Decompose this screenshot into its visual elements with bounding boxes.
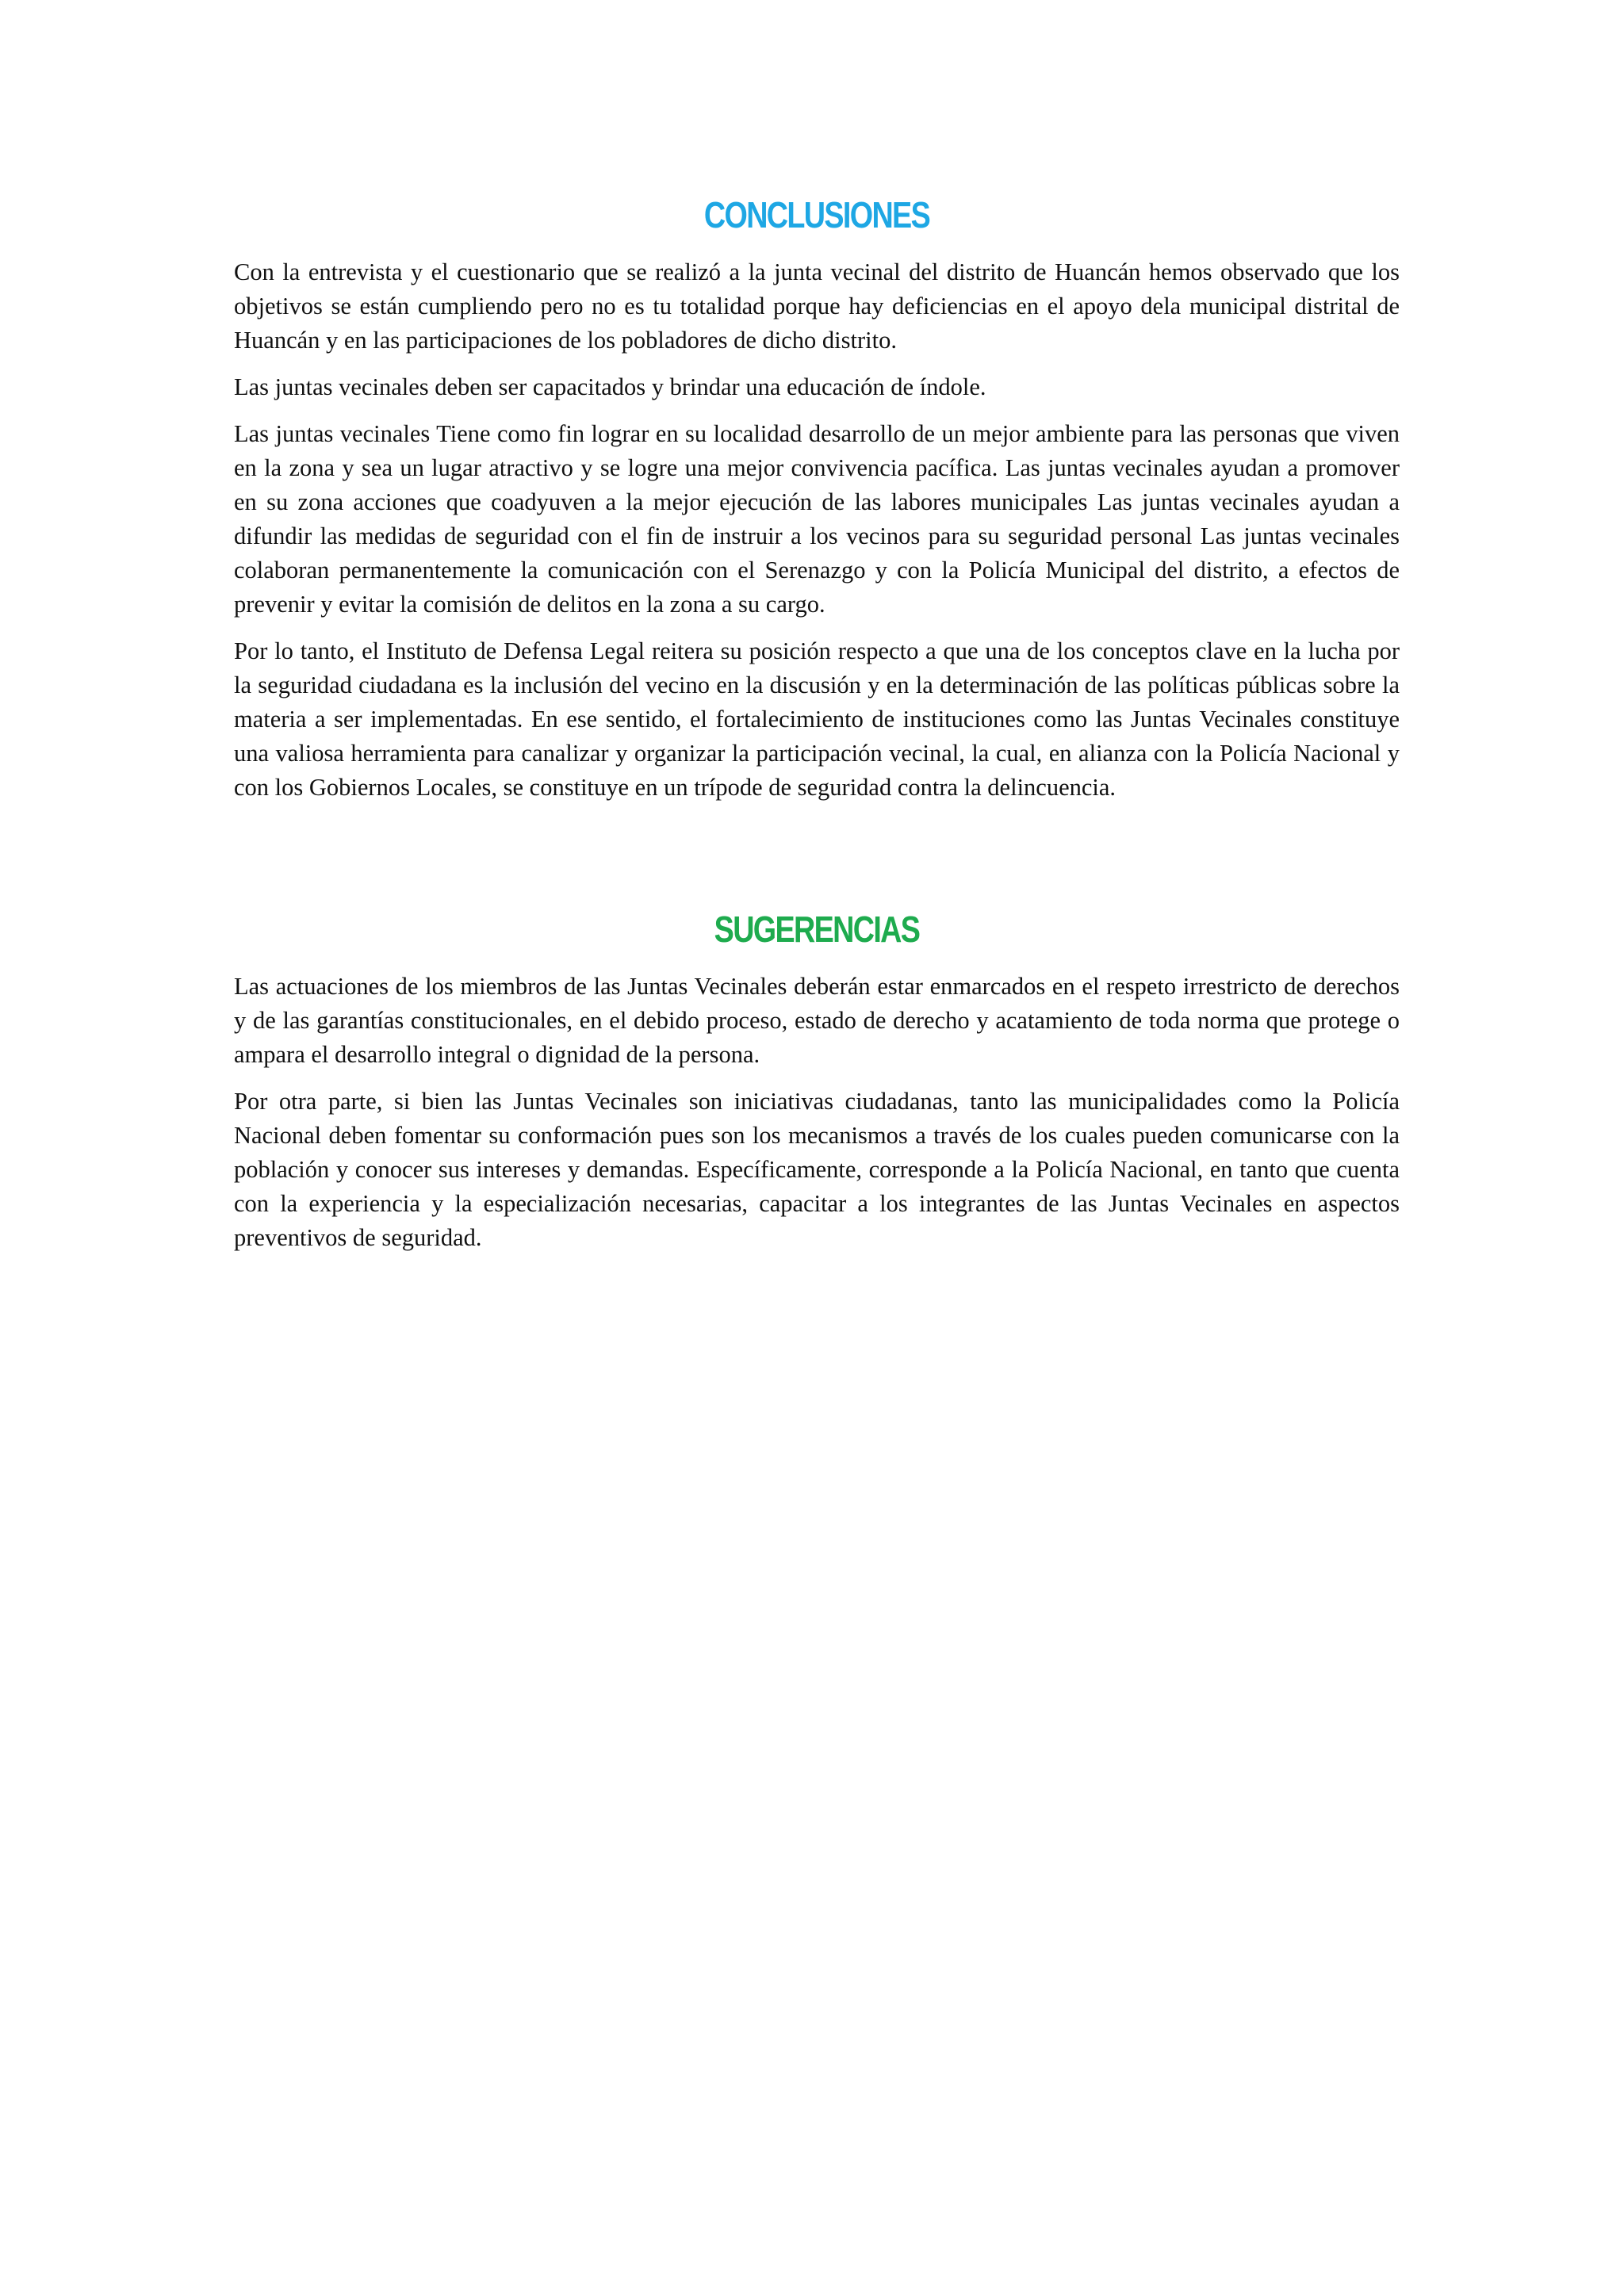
sugerencias-section: [234, 911, 1400, 1255]
sugerencias-heading: SUGERENCIAS: [714, 909, 920, 950]
conclusiones-paragraph-2: Las juntas vecinales deben ser capacitados y brindar una educación de índole.: [234, 373, 986, 400]
sugerencias-paragraph-2: Por otra parte, si bien las Juntas Vecinales son iniciativas ciudadanas, tanto las municipalidades como la Policía Nacional deben fomentar su conformación pues son los mecanismos a través de los cuales pueden comunicarse con la población y conocer sus intereses y demandas. Específicamente, corresponde a la Policía Nacional, en tanto que cuenta con la experiencia y la especialización necesarias, capacitar a los integrantes de las Juntas Vecinales en aspectos preventivos de seguridad.: [234, 1088, 1400, 1251]
conclusiones-paragraph-3: Las juntas vecinales Tiene como fin lograr en su localidad desarrollo de un mejor ambiente para las personas que viven en la zona y sea un lugar atractivo y se logre una mejor convivencia pacífica. Las juntas vecinales ayudan a promover en su zona acciones que coadyuven a la mejor ejecución de las labores municipales Las juntas vecinales ayudan a difundir las medidas de seguridad con el fin de instruir a los vecinos para su seguridad personal Las juntas vecinales colaboran permanentemente la comunicación con el Serenazgo y con la Policía Municipal del distrito, a efectos de prevenir y evitar la comisión de delitos en la zona a su cargo.: [234, 420, 1400, 618]
document-page: [234, 189, 1400, 1268]
sugerencias-paragraph-1: Las actuaciones de los miembros de las Juntas Vecinales deberán estar enmarcados en el respeto irrestricto de derechos y de las garantías constitucionales, en el debido proceso, estado de derecho y acatamiento de toda norma que protege o ampara el desarrollo integral o dignidad de la persona.: [234, 973, 1400, 1068]
conclusiones-heading: CONCLUSIONES: [703, 194, 930, 235]
conclusiones-paragraph-1: Con la entrevista y el cuestionario que se realizó a la junta vecinal del distrito de Huancán hemos observado que los objetivos se están cumpliendo pero no es tu totalidad porque hay deficiencias en el apoyo dela municipal distrital de Huancán y en las participaciones de los pobladores de dicho distrito.: [234, 258, 1400, 354]
conclusiones-section: [234, 194, 1400, 805]
conclusiones-paragraph-4: Por lo tanto, el Instituto de Defensa Legal reitera su posición respecto a que una de los conceptos clave en la lucha por la seguridad ciudadana es la inclusión del vecino en la discusión y en la determinación de las políticas públicas sobre la materia a ser implementadas. En ese sentido, el fortalecimiento de instituciones como las Juntas Vecinales constituye una valiosa herramienta para canalizar y organizar la participación vecinal, la cual, en alianza con la Policía Nacional y con los Gobiernos Locales, se constituye en un trípode de seguridad contra la delincuencia.: [234, 637, 1400, 801]
